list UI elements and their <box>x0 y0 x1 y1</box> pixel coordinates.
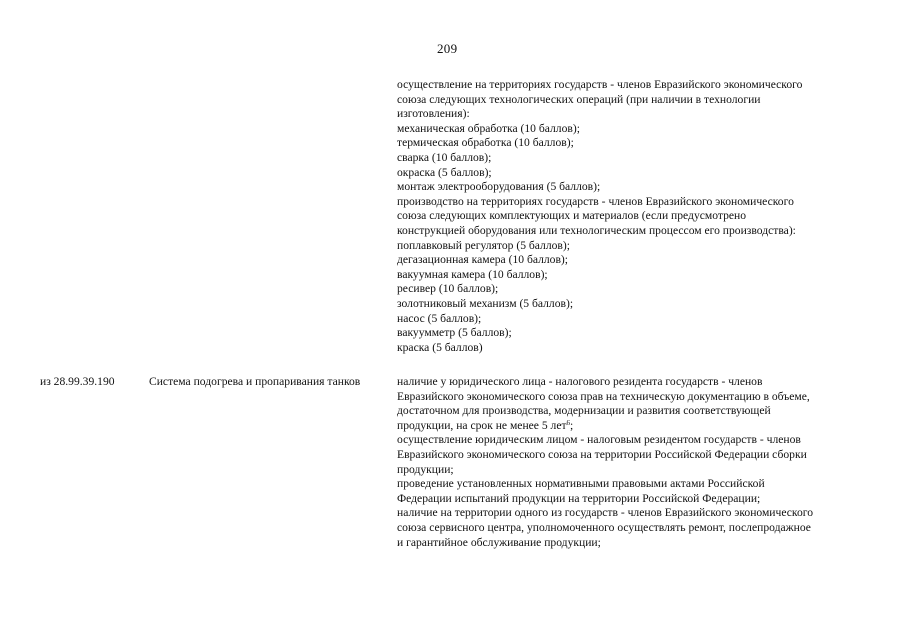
requirement-line: Евразийского экономического союза прав на техническую документацию в объеме, <box>397 389 810 403</box>
requirement-line: наличие на территории одного из государств - членов Евразийского экономического <box>397 506 814 520</box>
requirement-line: дегазационная камера (10 баллов); <box>397 253 569 267</box>
product-name-cell: Система подогрева и пропаривания танков <box>149 375 361 388</box>
requirement-line: производство на территориях государств - членов Евразийского экономического <box>397 194 794 208</box>
requirement-line: вакуумная камера (10 баллов); <box>397 267 548 281</box>
requirement-punctuation: ; <box>570 418 574 432</box>
requirement-line: наличие у юридического лица - налогового резидента государств - членов <box>397 375 763 388</box>
requirement-line: проведение установленных нормативными правовыми актами Российской <box>397 477 765 491</box>
requirement-line: конструкцией оборудования или технологическим процессом его производства): <box>397 223 796 237</box>
requirement-line: золотниковый механизм (5 баллов); <box>397 296 574 310</box>
requirement-line: и гарантийное обслуживание продукции; <box>397 535 601 549</box>
requirement-line: термическая обработка (10 баллов); <box>397 136 574 150</box>
footnote-mark: 6 <box>566 418 571 427</box>
requirement-line: изготовления): <box>397 107 470 121</box>
requirement-line: механическая обработка (10 баллов); <box>397 121 580 135</box>
requirement-line: осуществление на территориях государств - членов Евразийского экономического <box>397 78 803 91</box>
requirement-line-with-footnote <box>397 419 877 434</box>
requirement-line: окраска (5 баллов); <box>397 165 492 179</box>
requirement-line: союза сервисного центра, уполномоченного осуществлять ремонт, послепродажное <box>397 520 811 534</box>
requirement-line: поплавковый регулятор (5 баллов); <box>397 238 570 252</box>
requirement-line: продукции; <box>397 462 454 476</box>
requirement-text: продукции, на срок не менее 5 лет <box>397 418 567 432</box>
requirement-line: осуществление юридическим лицом - налоговым резидентом государств - членов <box>397 433 801 447</box>
requirement-line: вакуумметр (5 баллов); <box>397 326 512 340</box>
requirement-line: достаточном для производства, модернизации и развития соответствующей <box>397 404 771 418</box>
page-number: 209 <box>437 41 458 56</box>
requirement-line: союза следующих технологических операций (при наличии в технологии <box>397 92 761 106</box>
requirement-line: монтаж электрооборудования (5 баллов); <box>397 180 601 194</box>
requirements-cell <box>397 375 877 550</box>
okpd-code-cell: из 28.99.39.190 <box>40 375 115 388</box>
requirement-line: Евразийского экономического союза на территории Российской Федерации сборки <box>397 447 807 461</box>
requirement-line: союза следующих комплектующих и материалов (если предусмотрено <box>397 209 747 223</box>
requirement-line: краска (5 баллов) <box>397 340 483 354</box>
requirement-line: насос (5 баллов); <box>397 311 482 325</box>
requirement-line: сварка (10 баллов); <box>397 150 492 164</box>
requirement-line: ресивер (10 баллов); <box>397 282 499 296</box>
requirements-cell <box>397 78 877 355</box>
requirement-line: Федерации испытаний продукции на территории Российской Федерации; <box>397 491 761 505</box>
